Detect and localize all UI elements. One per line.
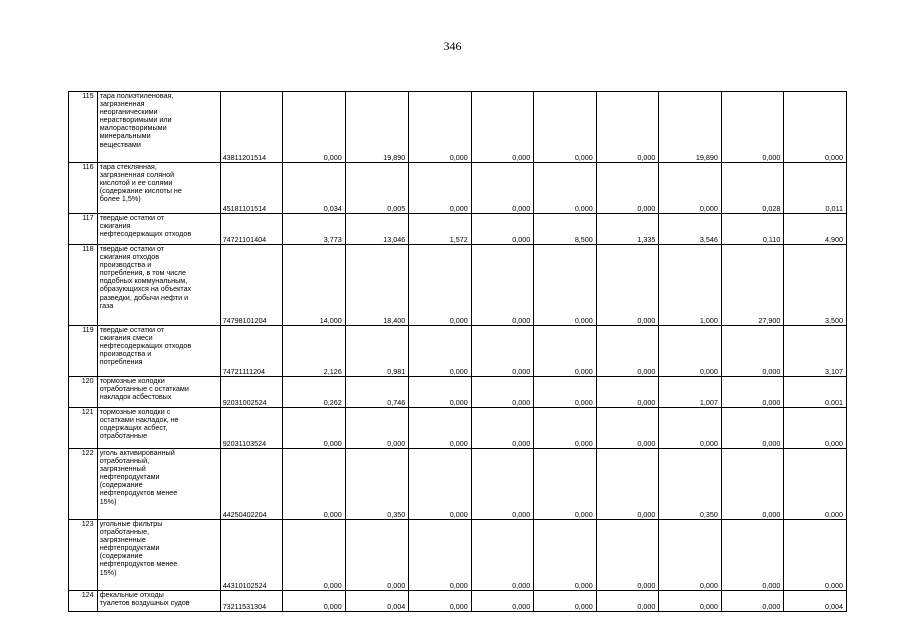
value-cell: 0,000 xyxy=(596,377,659,408)
value-cell: 0,000 xyxy=(721,520,784,591)
value-cell: 0,000 xyxy=(721,326,784,377)
value-cell: 0,000 xyxy=(784,92,847,163)
value-cell: 1,000 xyxy=(659,245,722,326)
value-cell: 0,110 xyxy=(721,214,784,245)
value-cell: 13,046 xyxy=(345,214,409,245)
value-cell: 0,000 xyxy=(471,163,534,214)
value-cell: 0,000 xyxy=(409,245,472,326)
row-number: 123 xyxy=(69,520,98,591)
waste-name: твердые остатки от сжигания отходов производства и потребления, в том числе подобных коммунальным, образующихся на объектах разведки, добычи нефти и газа xyxy=(97,245,220,326)
value-cell: 0,000 xyxy=(596,163,659,214)
value-cell: 0,000 xyxy=(534,377,597,408)
row-number: 124 xyxy=(69,591,98,612)
value-cell: 0,000 xyxy=(471,377,534,408)
value-cell: 0,004 xyxy=(345,591,409,612)
page-number: 346 xyxy=(443,39,462,53)
value-cell: 0,000 xyxy=(534,92,597,163)
waste-table xyxy=(68,91,847,612)
value-cell: 3,546 xyxy=(659,214,722,245)
waste-name: угольные фильтры отработанные, загрязненные нефтепродуктами (содержание нефтепродуктов менее 15%) xyxy=(97,520,220,591)
value-cell: 0,000 xyxy=(534,408,597,449)
row-number: 116 xyxy=(69,163,98,214)
value-cell: 0,000 xyxy=(409,377,472,408)
value-cell: 0,000 xyxy=(534,326,597,377)
table-row xyxy=(69,377,847,408)
value-cell: 3,107 xyxy=(784,326,847,377)
value-cell: 0,000 xyxy=(596,449,659,520)
waste-code: 74721111204 xyxy=(220,326,283,377)
value-cell: 0,000 xyxy=(596,92,659,163)
value-cell: 0,000 xyxy=(596,326,659,377)
value-cell: 0,000 xyxy=(283,591,346,612)
value-cell: 0,000 xyxy=(659,591,722,612)
waste-name: тара стеклянная, загрязненная соляной кислотой и ее солями (содержание кислоты не более 1,5%) xyxy=(97,163,220,214)
value-cell: 0,746 xyxy=(345,377,409,408)
value-cell: 18,400 xyxy=(345,245,409,326)
value-cell: 0,000 xyxy=(721,92,784,163)
table-row xyxy=(69,92,847,163)
value-cell: 0,000 xyxy=(471,408,534,449)
waste-name: фекальные отходы туалетов воздушных судов xyxy=(97,591,220,612)
waste-code: 43811201514 xyxy=(220,92,283,163)
waste-name: тормозные колодки с остатками накладок, не содержащих асбест, отработанные xyxy=(97,408,220,449)
row-number: 115 xyxy=(69,92,98,163)
row-number: 118 xyxy=(69,245,98,326)
value-cell: 0,350 xyxy=(345,449,409,520)
waste-code: 74721101404 xyxy=(220,214,283,245)
value-cell: 0,000 xyxy=(409,92,472,163)
value-cell: 0,000 xyxy=(471,326,534,377)
value-cell: 0,000 xyxy=(471,92,534,163)
value-cell: 0,000 xyxy=(784,408,847,449)
value-cell: 0,000 xyxy=(283,449,346,520)
value-cell: 0,262 xyxy=(283,377,346,408)
row-number: 121 xyxy=(69,408,98,449)
value-cell: 0,000 xyxy=(409,326,472,377)
value-cell: 0,350 xyxy=(659,449,722,520)
waste-code: 44310102524 xyxy=(220,520,283,591)
value-cell: 0,000 xyxy=(471,449,534,520)
value-cell: 1,007 xyxy=(659,377,722,408)
value-cell: 3,500 xyxy=(784,245,847,326)
value-cell: 0,000 xyxy=(345,408,409,449)
value-cell: 0,000 xyxy=(409,449,472,520)
value-cell: 0,000 xyxy=(409,408,472,449)
value-cell: 0,000 xyxy=(534,520,597,591)
value-cell: 2,126 xyxy=(283,326,346,377)
value-cell: 27,900 xyxy=(721,245,784,326)
value-cell: 0,000 xyxy=(596,520,659,591)
value-cell: 0,000 xyxy=(534,245,597,326)
table-row xyxy=(69,449,847,520)
waste-name: твердые остатки от сжигания смеси нефтесодержащих отходов производства и потребления xyxy=(97,326,220,377)
value-cell: 0,000 xyxy=(283,520,346,591)
value-cell: 0,000 xyxy=(596,245,659,326)
value-cell: 0,000 xyxy=(659,163,722,214)
value-cell: 0,000 xyxy=(345,520,409,591)
table-row xyxy=(69,408,847,449)
value-cell: 1,335 xyxy=(596,214,659,245)
value-cell: 0,000 xyxy=(283,408,346,449)
row-number: 119 xyxy=(69,326,98,377)
value-cell: 14,000 xyxy=(283,245,346,326)
value-cell: 0,001 xyxy=(784,377,847,408)
value-cell: 0,000 xyxy=(596,408,659,449)
value-cell: 0,028 xyxy=(721,163,784,214)
value-cell: 0,000 xyxy=(471,520,534,591)
waste-code: 92031103524 xyxy=(220,408,283,449)
waste-code: 92031002524 xyxy=(220,377,283,408)
value-cell: 0,000 xyxy=(721,449,784,520)
value-cell: 0,000 xyxy=(409,163,472,214)
waste-name: твердые остатки от сжигания нефтесодержащих отходов xyxy=(97,214,220,245)
waste-code: 44250402204 xyxy=(220,449,283,520)
value-cell: 0,000 xyxy=(534,591,597,612)
row-number: 122 xyxy=(69,449,98,520)
table-row xyxy=(69,591,847,612)
value-cell: 0,000 xyxy=(659,408,722,449)
waste-code: 45181101514 xyxy=(220,163,283,214)
waste-name: тормозные колодки отработанные с остатками накладок асбестовых xyxy=(97,377,220,408)
waste-code: 74798101204 xyxy=(220,245,283,326)
value-cell: 0,000 xyxy=(534,163,597,214)
value-cell: 1,572 xyxy=(409,214,472,245)
table-row xyxy=(69,520,847,591)
value-cell: 4,900 xyxy=(784,214,847,245)
value-cell: 0,000 xyxy=(409,591,472,612)
value-cell: 0,000 xyxy=(721,377,784,408)
value-cell: 0,000 xyxy=(659,326,722,377)
value-cell: 0,000 xyxy=(534,449,597,520)
waste-code: 73211531304 xyxy=(220,591,283,612)
value-cell: 19,890 xyxy=(345,92,409,163)
table-row xyxy=(69,214,847,245)
value-cell: 3,773 xyxy=(283,214,346,245)
value-cell: 0,000 xyxy=(784,449,847,520)
value-cell: 0,000 xyxy=(659,520,722,591)
table-body xyxy=(69,92,847,612)
value-cell: 0,000 xyxy=(471,214,534,245)
value-cell: 0,000 xyxy=(596,591,659,612)
value-cell: 19,890 xyxy=(659,92,722,163)
value-cell: 0,000 xyxy=(721,591,784,612)
value-cell: 0,034 xyxy=(283,163,346,214)
value-cell: 0,000 xyxy=(471,591,534,612)
value-cell: 0,000 xyxy=(409,520,472,591)
value-cell: 0,000 xyxy=(283,92,346,163)
waste-name: тара полиэтиленовая, загрязненная неорганическими нерастворимыми или малорастворимыми минеральными веществами xyxy=(97,92,220,163)
waste-name: уголь активированный отработанный, загрязненный нефтепродуктами (содержание нефтепродуктов менее 15%) xyxy=(97,449,220,520)
value-cell: 0,000 xyxy=(471,245,534,326)
value-cell: 0,000 xyxy=(784,520,847,591)
value-cell: 0,981 xyxy=(345,326,409,377)
value-cell: 0,000 xyxy=(721,408,784,449)
row-number: 120 xyxy=(69,377,98,408)
value-cell: 0,011 xyxy=(784,163,847,214)
value-cell: 0,004 xyxy=(784,591,847,612)
value-cell: 8,500 xyxy=(534,214,597,245)
table-row xyxy=(69,326,847,377)
value-cell: 0,005 xyxy=(345,163,409,214)
table-row xyxy=(69,163,847,214)
row-number: 117 xyxy=(69,214,98,245)
table-row xyxy=(69,245,847,326)
